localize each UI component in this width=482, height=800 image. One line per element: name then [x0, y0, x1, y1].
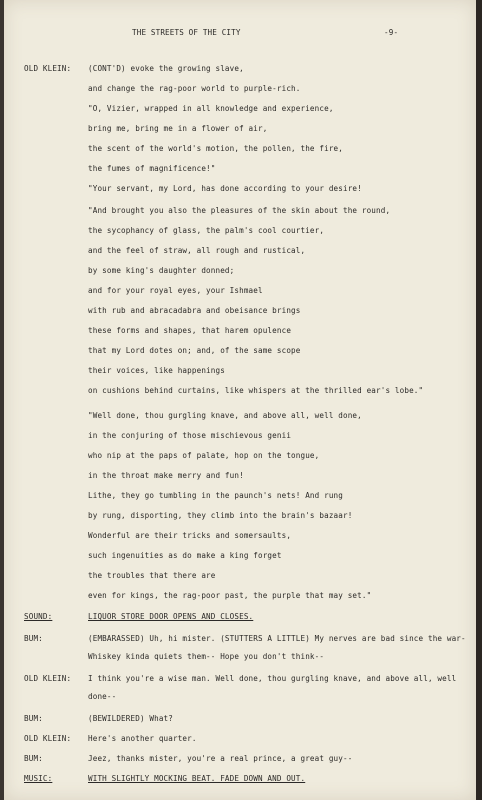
script-line: in the conjuring of those mischievous genii	[88, 431, 292, 440]
sound-cue-label: SOUND:	[24, 612, 53, 621]
scan-edge	[476, 0, 482, 800]
script-line: on cushions behind curtains, like whispers at the thrilled ear's lobe."	[88, 386, 424, 395]
script-line: and for your royal eyes, your Ishmael	[88, 286, 263, 295]
speaker-label: BUM:	[24, 754, 43, 763]
script-line: "Well done, thou gurgling knave, and above all, well done,	[88, 411, 362, 420]
speaker-label: BUM:	[24, 714, 43, 723]
script-line: the fumes of magnificence!"	[88, 164, 216, 173]
music-cue-label: MUSIC:	[24, 774, 53, 783]
script-line: and the feel of straw, all rough and rustical,	[88, 246, 306, 255]
script-line: in the throat make merry and fun!	[88, 471, 244, 480]
script-line: Wonderful are their tricks and somersaults,	[88, 531, 292, 540]
script-line: these forms and shapes, that harem opulence	[88, 326, 292, 335]
script-line: Lithe, they go tumbling in the paunch's nets! And rung	[88, 491, 343, 500]
music-cue-text: WITH SLIGHTLY MOCKING BEAT. FADE DOWN AND OUT.	[88, 774, 306, 783]
script-line: Whiskey kinda quiets them-- Hope you don't think--	[88, 652, 325, 661]
page-title: THE STREETS OF THE CITY	[132, 28, 241, 37]
script-line: Here's another quarter.	[88, 734, 197, 743]
sound-cue-text: LIQUOR STORE DOOR OPENS AND CLOSES.	[88, 612, 254, 621]
script-line: with rub and abracadabra and obeisance brings	[88, 306, 301, 315]
script-line: "Your servant, my Lord, has done according to your desire!	[88, 184, 362, 193]
script-line: the troubles that there are	[88, 571, 216, 580]
script-line: (CONT'D) evoke the growing slave,	[88, 64, 244, 73]
speaker-label: OLD KLEIN:	[24, 64, 72, 73]
speaker-label: BUM:	[24, 634, 43, 643]
script-line: "O, Vizier, wrapped in all knowledge and experience,	[88, 104, 334, 113]
script-page	[4, 0, 476, 800]
script-line: even for kings, the rag-poor past, the purple that may set."	[88, 591, 372, 600]
speaker-label: OLD KLEIN:	[24, 734, 72, 743]
script-line: such ingenuities as do make a king forget	[88, 551, 282, 560]
script-line: the scent of the world's motion, the pollen, the fire,	[88, 144, 343, 153]
page-number: -9-	[384, 28, 399, 37]
script-line: (EMBARASSED) Uh, hi mister. (STUTTERS A LITTLE) My nerves are bad since the war-	[88, 634, 466, 643]
script-line: bring me, bring me in a flower of air,	[88, 124, 268, 133]
script-line: their voices, like happenings	[88, 366, 225, 375]
speaker-label: OLD KLEIN:	[24, 674, 72, 683]
script-line: by rung, disporting, they climb into the brain's bazaar!	[88, 511, 353, 520]
script-line: that my Lord dotes on; and, of the same scope	[88, 346, 301, 355]
script-line: (BEWILDERED) What?	[88, 714, 173, 723]
script-line: who nip at the paps of palate, hop on the tongue,	[88, 451, 320, 460]
script-line: the sycophancy of glass, the palm's cool courtier,	[88, 226, 325, 235]
script-line: Jeez, thanks mister, you're a real prince, a great guy--	[88, 754, 353, 763]
script-line: by some king's daughter donned;	[88, 266, 235, 275]
script-line: and change the rag-poor world to purple-rich.	[88, 84, 301, 93]
script-line: done--	[88, 692, 117, 701]
script-line: "And brought you also the pleasures of the skin about the round,	[88, 206, 391, 215]
script-line: I think you're a wise man. Well done, thou gurgling knave, and above all, well	[88, 674, 457, 683]
